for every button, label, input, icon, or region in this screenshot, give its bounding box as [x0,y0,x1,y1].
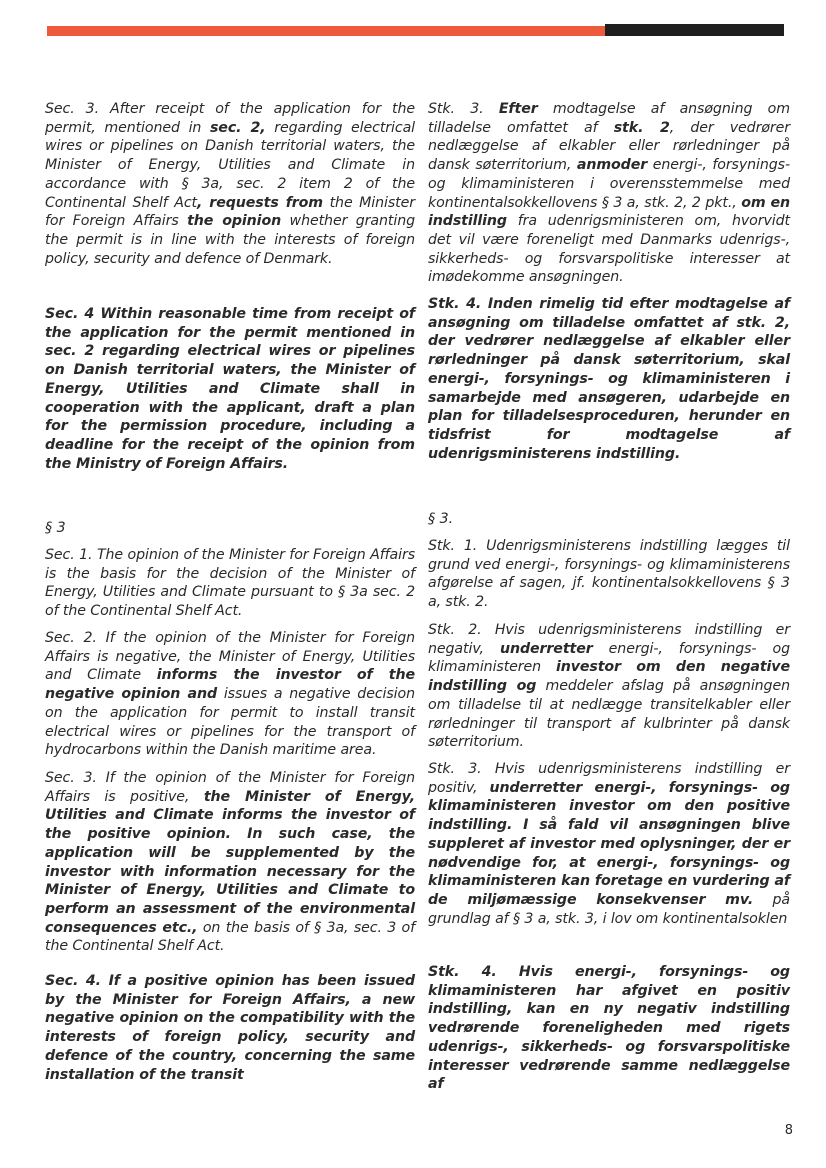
en-sec3-intro [45,100,415,268]
text-run: fra udenrigsministeren om, hvorvidt det vil være foreneligt med Danmarks udenrigs-, sikkerheds- og forsvarspolitiske interesser at imødekomme ansøgningen. [428,213,790,286]
text-run: energi-, forsynings- og klimaministeren [428,640,790,676]
bold-text-run: underretter [499,640,593,657]
en-paragraph-heading: § 3 [45,520,66,536]
text-run: Sec. 2. If the opinion of the Minister for Foreign Affairs is negative, the Minister of Energy, Utilities and Climate [45,630,415,684]
text-run: whether granting the permit is in line with the interests of foreign policy, security and defence of Denmark. [45,213,415,267]
text-run: Sec. 3. After receipt of the application for the permit, mentioned in [45,101,415,136]
bold-text-run: Efter [498,101,538,117]
bold-text-run: informs the investor of the negative opinion and [45,667,416,703]
bold-text-run: , requests from [197,194,323,211]
bold-text-run: anmoder [576,157,648,174]
bold-text-run: underretter energi-, forsynings- og klimaministeren investor om den positive indstilling. I så fald vil ansøgningen blive suppleret af investor med oplysninger, der er nødvendige for, at energi-, forsynings- og klimaministeren kan foretage en vurdering af de miljømæssige konsekvenser mv. [428,779,790,908]
text-run: energi-, forsynings- og klimaministeren i overensstemmelse med kontinentalsokkellovens § 3 a, stk. 2, 2 pkt., [428,157,790,211]
en-section-3 [45,769,415,956]
da-stk4-intro: Stk. 4. Inden rimelig tid efter modtagelse af ansøgning om tilladelse omfattet af stk. 2, der vedrører nedlæggelse af elkabler eller rørledninger på dansk søterritorium, skal energi-, forsynings- og klimaministeren i samarbejde med ansøgeren, udarbejde en plan for tilladelsesproceduren, herunder en tidsfrist for modtagelse af udenrigsministerens indstilling. [428,296,790,462]
header-dark-stripe [605,24,784,36]
page-number: 8 [784,1123,793,1138]
text-run: Sec. 3. If the opinion of the Minister for Foreign Affairs is positive, [45,770,415,805]
text-run: issues a negative decision on the application for permit to install transit electrical wires or pipelines for the transport of hydrocarbons within the Danish maritime area. [45,686,415,759]
bold-text-run: the opinion [187,213,282,230]
en-section-2 [45,629,415,760]
da-paragraph-heading: § 3. [428,511,454,527]
da-stk3-intro [428,100,790,287]
text-run: meddeler afslag på ansøgningen om tilladelse til at nedlægge transitelkabler eller rørledninger til transport af kulbrinter på dansk søterritorium. [428,678,790,751]
en-section-1: Sec. 1. The opinion of the Minister for Foreign Affairs is the basis for the decision of the Minister of Energy, Utilities and Climate pursuant to § 3a sec. 2 of the Continental Shelf Act. [45,547,415,620]
en-sec4-intro: Sec. 4 Within reasonable time from receipt of the application for the permit mentioned in sec. 2 regarding electrical wires or pipelines on Danish territorial waters, the Minister of Energy, Utilities and Climate shall in cooperation with the applicant, draft a plan for the permission procedure, including a deadline for the receipt of the opinion from the Ministry of Foreign Affairs. [45,306,415,472]
da-section-2 [428,621,790,752]
header-accent-bar [47,24,784,37]
bold-text-run: the Minister of Energy, Utilities and Climate informs the investor of the positive opinion. In such case, the application will be supplemented by the investor with information necessary for the Minister of Energy, Utilities and Climate to perform an assessment of the environmental consequences etc., [45,788,415,936]
text-run: Stk. 2. Hvis udenrigsministerens indstilling er negativ, [428,622,790,657]
text-run: regarding electrical wires or pipelines on Danish territorial waters, the Minister of Energy, Utilities and Climate in accordance with § 3a, sec. 2 item 2 of the Continental Shelf Act [45,119,415,211]
text-run: Stk. 3. [428,101,499,117]
en-section-4: Sec. 4. If a positive opinion has been issued by the Minister for Foreign Affairs, a new negative opinion on the compatibility with the interests of foreign policy, security and defence of the country, concerning the same installation of the transit [45,973,415,1083]
header-orange-stripe [47,26,607,36]
text-run: modtagelse af ansøgning om tilladelse omfattet af [428,101,790,136]
text-run: på grundlag af § 3 a, stk. 3, i lov om kontinentalsoklen [428,891,790,927]
bold-text-run: investor om den negative indstilling og [428,659,790,695]
bold-text-run: stk. 2 [613,119,670,136]
bold-text-run: sec. 2, [209,119,266,136]
text-run: the Minister for Foreign Affairs [45,194,415,230]
bold-text-run: om en indstilling [428,194,790,230]
text-run: Stk. 3. Hvis udenrigsministerens indstilling er positiv, [428,761,790,796]
da-section-1: Stk. 1. Udenrigsministerens indstilling lægges til grund ved energi-, forsynings- og klimaministerens afgørelse af sagen, jf. kontinentalsokkellovens § 3 a, stk. 2. [428,538,790,611]
text-run: , der vedrører nedlæggelse af elkabler eller rørledninger på dansk søterritorium, [428,119,790,174]
da-section-3 [428,760,790,928]
text-run: on the basis of § 3a, sec. 3 of the Continental Shelf Act. [45,919,416,955]
da-section-4: Stk. 4. Hvis energi-, forsynings- og klimaministeren har afgivet en positiv indstilling, kan en ny negativ indstilling vedrørende foreneligheden med rigets udenrigs-, sikkerheds- og forsvarspolitiske interesser vedrørende samme nedlæggelse af [428,964,790,1093]
